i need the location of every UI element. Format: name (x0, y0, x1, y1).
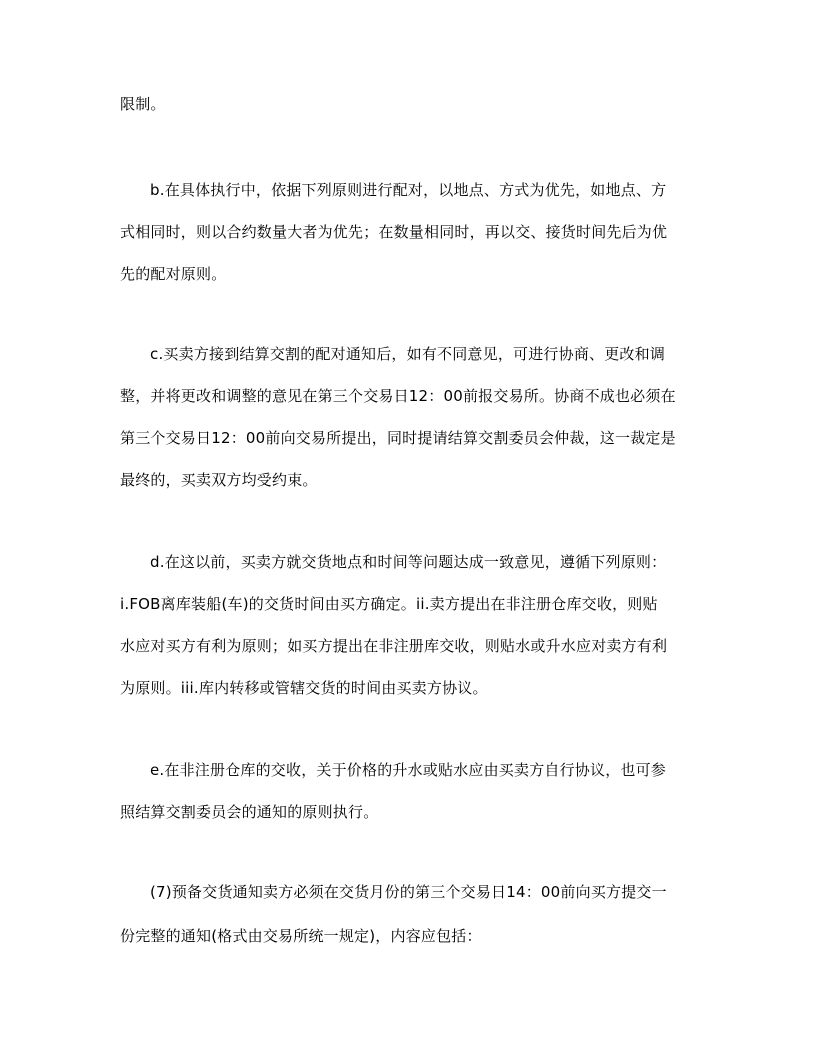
paragraph-c-line-2: 整，并将更改和调整的意见在第三个交易日12：00前报交易所。协商不成也必须在 (120, 387, 676, 405)
paragraph-line: 限制。 (120, 95, 166, 113)
paragraph-b-line-2: 式相同时，则以合约数量大者为优先；在数量相同时，再以交、接货时间先后为优 (120, 223, 668, 241)
paragraph-d-line-3: 水应对买方有利为原则；如买方提出在非注册库交收，则贴水或升水应对卖方有利 (120, 637, 668, 655)
paragraph-c-line-4: 最终的，买卖双方均受约束。 (120, 471, 318, 489)
paragraph-e-line-1: e.在非注册仓库的交收，关于价格的升水或贴水应由买卖方自行协议，也可参 (150, 761, 666, 779)
paragraph-d-line-4: 为原则。iii.库内转移或管辖交货的时间由买卖方协议。 (120, 679, 488, 697)
paragraph-7-line-2: 份完整的通知(格式由交易所统一规定)，内容应包括： (120, 927, 482, 945)
paragraph-d-line-2: i.FOB离库装船(车)的交货时间由买方确定。ii.卖方提出在非注册仓库交收，则贴 (120, 595, 658, 613)
paragraph-e-line-2: 照结算交割委员会的通知的原则执行。 (120, 803, 379, 821)
paragraph-d-line-1: d.在这以前，买卖方就交货地点和时间等问题达成一致意见，遵循下列原则： (150, 553, 667, 571)
paragraph-b-line-3: 先的配对原则。 (120, 265, 227, 283)
paragraph-7-line-1: (7)预备交货通知卖方必须在交货月份的第三个交易日14：00前向买方提交一 (150, 883, 667, 901)
paragraph-b-line-1: b.在具体执行中，依据下列原则进行配对，以地点、方式为优先，如地点、方 (150, 181, 667, 199)
paragraph-c-line-1: c.买卖方接到结算交割的配对通知后，如有不同意见，可进行协商、更改和调 (150, 345, 666, 363)
paragraph-c-line-3: 第三个交易日12：00前向交易所提出，同时提请结算交割委员会仲裁，这一裁定是 (120, 429, 676, 447)
